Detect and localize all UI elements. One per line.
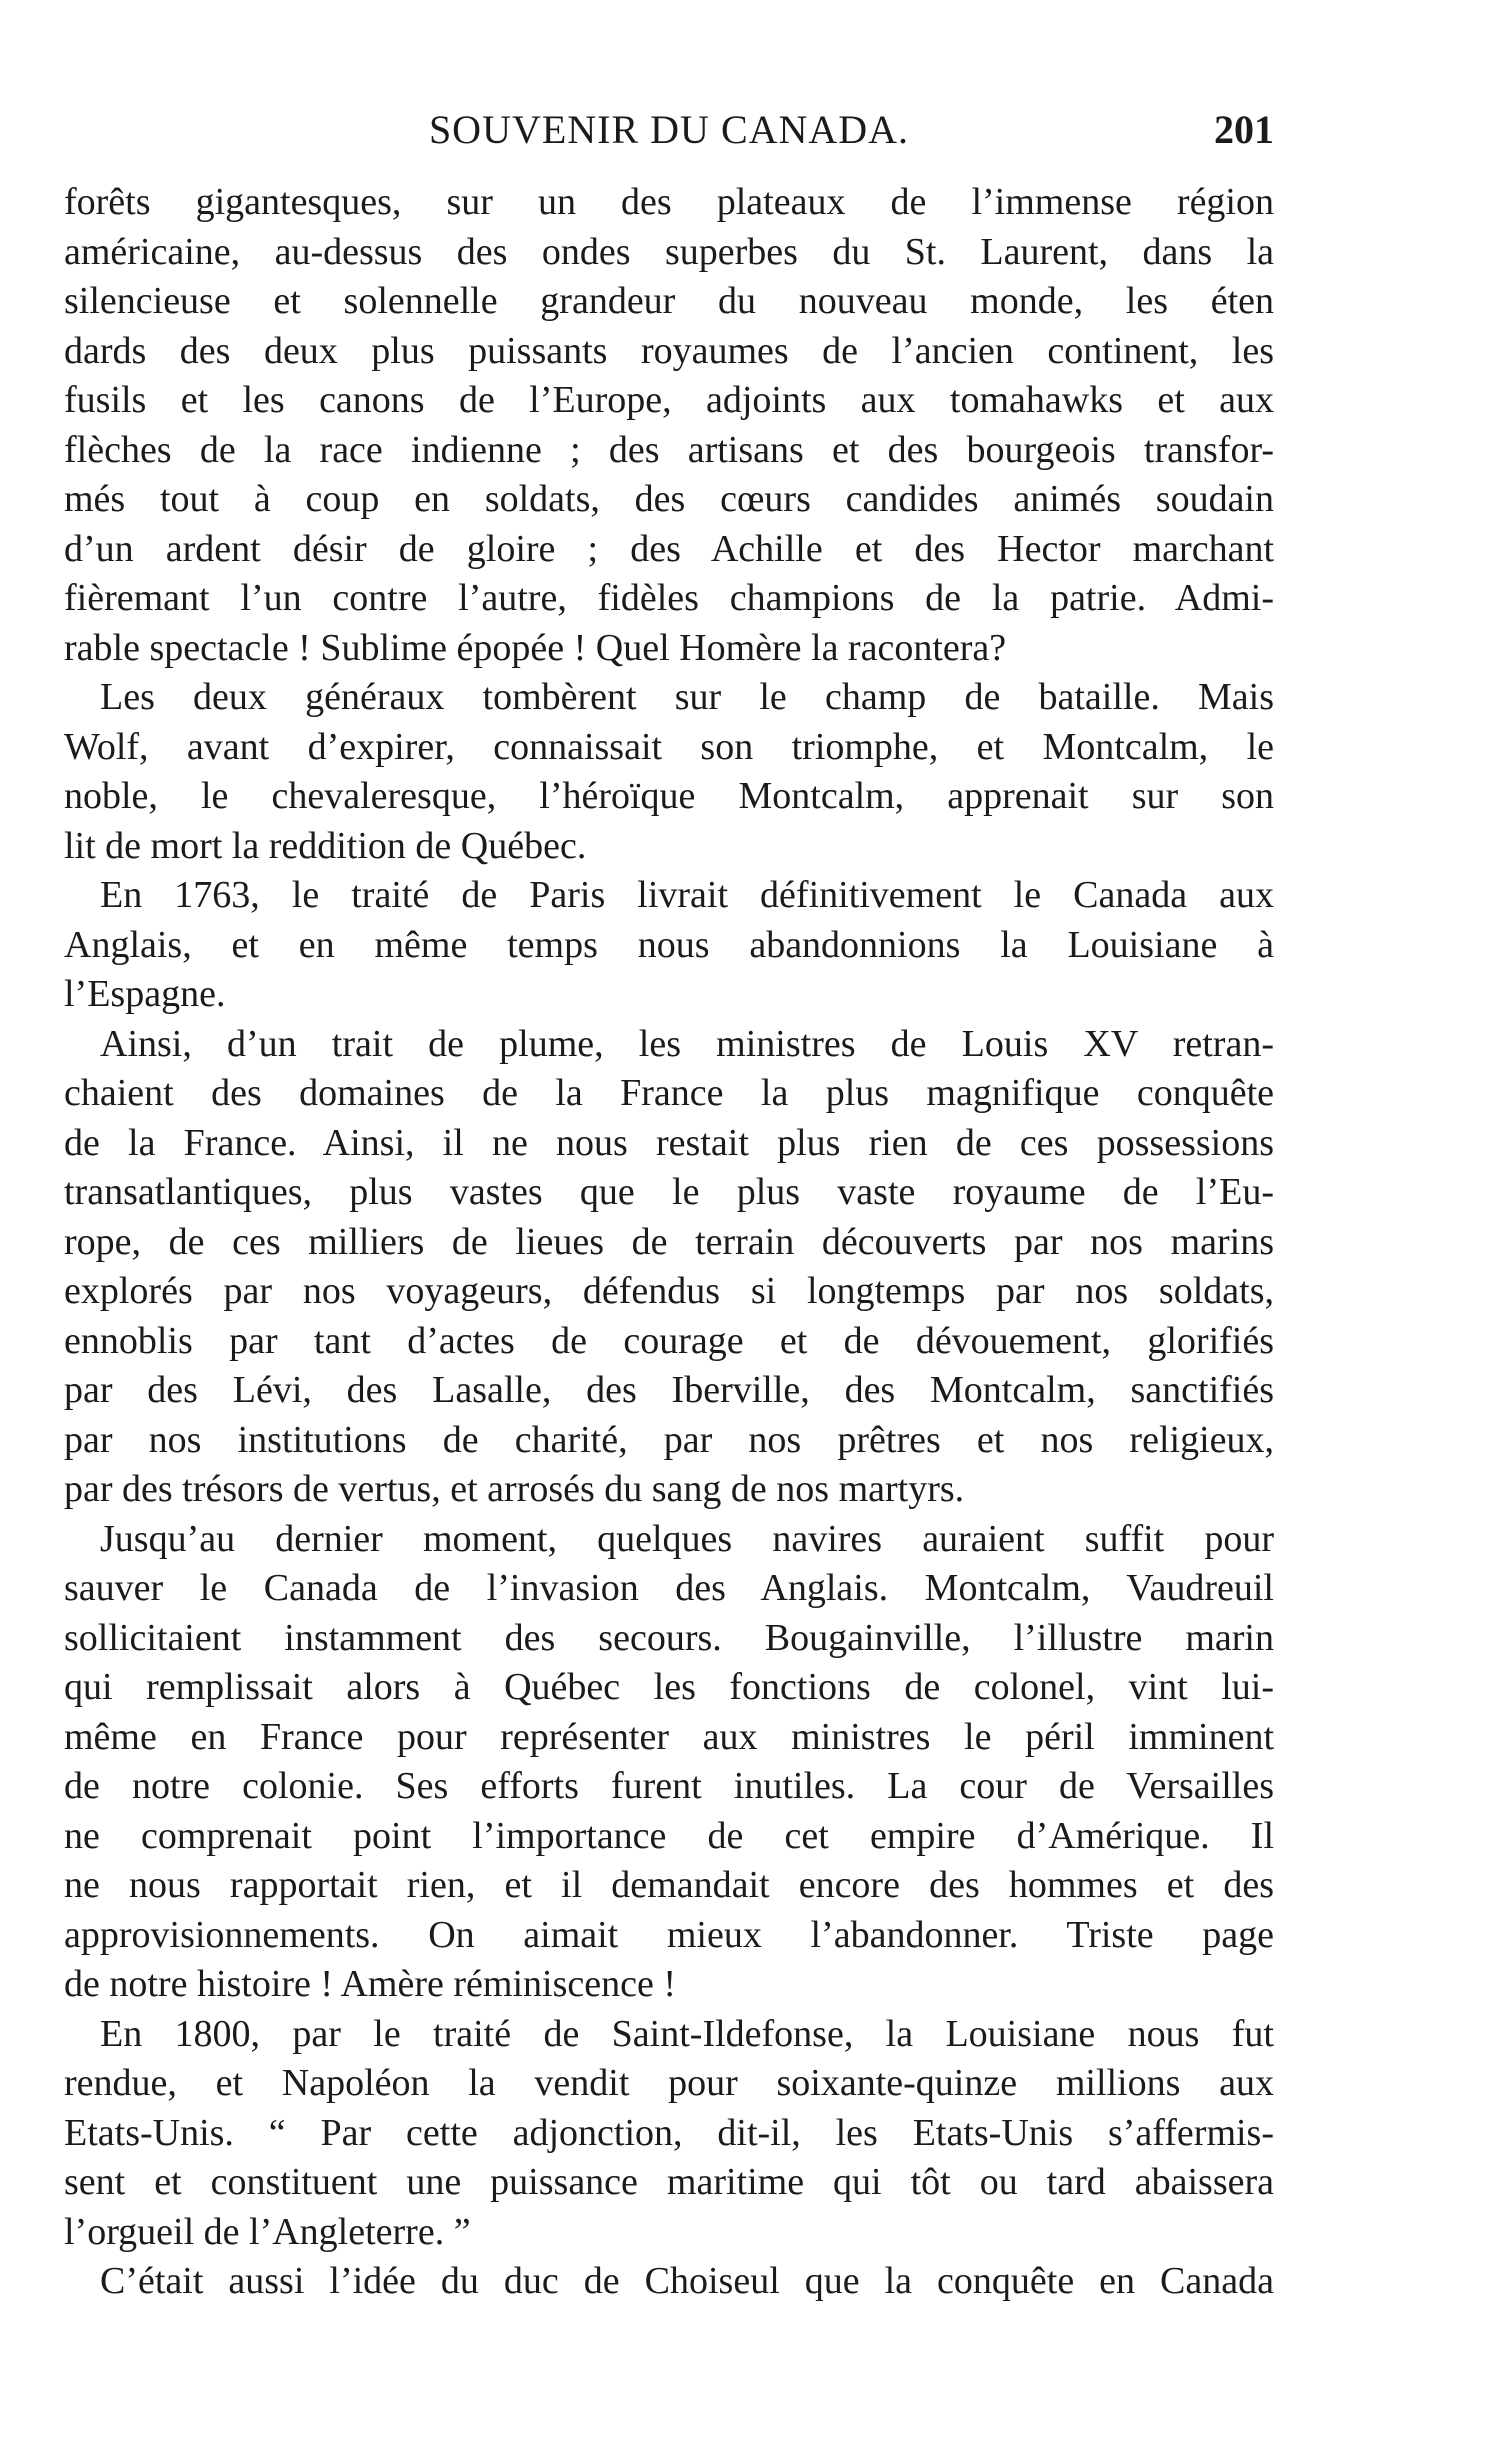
text-line: approvisionnements. On aimait mieux l’abandonner. Triste page (64, 1913, 1274, 1956)
text-line: més tout à coup en soldats, des cœurs candides animés soudain (64, 478, 1274, 520)
text-line: lit de mort la reddition de Québec. (64, 824, 587, 867)
paragraph (64, 871, 1274, 1020)
page-number: 201 (1214, 107, 1274, 152)
text-line: de notre histoire ! Amère réminiscence ! (64, 1963, 676, 2005)
paragraph (64, 673, 1274, 871)
text-line: ne comprenait point l’importance de cet empire d’Amérique. Il (64, 1814, 1274, 1857)
text-line: sollicitaient instamment des secours. Bougainville, l’illustre marin (64, 1616, 1274, 1659)
text-line: En 1763, le traité de Paris livrait définitivement le Canada aux (100, 874, 1274, 916)
body-text (64, 178, 1274, 2307)
paragraph (64, 2257, 1274, 2307)
text-line: Les deux généraux tombèrent sur le champ de bataille. Mais (100, 676, 1274, 718)
text-line: l’Espagne. (64, 973, 226, 1015)
text-line: rable spectacle ! Sublime épopée ! Quel Homère la racontera? (64, 626, 1007, 669)
text-line: d’un ardent désir de gloire ; des Achille et des Hector marchant (64, 527, 1274, 570)
running-title: SOUVENIR DU CANADA. (428, 107, 910, 152)
text-line: fièremant l’un contre l’autre, fidèles champions de la patrie. Admi- (64, 577, 1274, 619)
text-line: Ainsi, d’un trait de plume, les ministres de Louis XV retran- (100, 1022, 1274, 1065)
text-line: de la France. Ainsi, il ne nous restait plus rien de ces possessions (64, 1121, 1274, 1164)
text-line: noble, le chevaleresque, l’héroïque Montcalm, apprenait sur son (64, 775, 1274, 817)
paragraph (64, 1515, 1274, 2010)
text-line: ennoblis par tant d’actes de courage et de dévouement, glorifiés (64, 1319, 1274, 1362)
text-line: Jusqu’au dernier moment, quelques navires auraient suffit pour (100, 1517, 1274, 1560)
text-line: par des trésors de vertus, et arrosés du sang de nos martyrs. (64, 1468, 965, 1510)
text-line: chaient des domaines de la France la plus magnifique conquête (64, 1072, 1274, 1114)
text-line: Wolf, avant d’expirer, connaissait son triomphe, et Montcalm, le (64, 725, 1274, 768)
text-line: de notre colonie. Ses efforts furent inutiles. La cour de Versailles (64, 1765, 1274, 1807)
text-line: qui remplissait alors à Québec les fonctions de colonel, vint lui- (64, 1666, 1274, 1708)
text-line: flèches de la race indienne ; des artisans et des bourgeois transfor- (64, 428, 1274, 471)
text-line: sauver le Canada de l’invasion des Anglais. Montcalm, Vaudreuil (64, 1567, 1274, 1609)
text-line: rendue, et Napoléon la vendit pour soixante-quinze millions aux (64, 2062, 1274, 2104)
text-line: ne nous rapportait rien, et il demandait encore des hommes et des (64, 1864, 1274, 1906)
paragraph (64, 178, 1274, 673)
text-line: silencieuse et solennelle grandeur du nouveau monde, les éten (64, 280, 1274, 322)
text-line: fusils et les canons de l’Europe, adjoints aux tomahawks et aux (64, 379, 1274, 421)
text-line: par nos institutions de charité, par nos prêtres et nos religieux, (64, 1418, 1274, 1461)
text-line: américaine, au-dessus des ondes superbes du St. Laurent, dans la (64, 230, 1274, 273)
text-line: transatlantiques, plus vastes que le plus vaste royaume de l’Eu- (64, 1171, 1274, 1213)
paragraph (64, 2010, 1274, 2258)
text-line: sent et constituent une puissance maritime qui tôt ou tard abaissera (64, 2161, 1274, 2203)
text-line: forêts gigantesques, sur un des plateaux de l’immense région (64, 181, 1274, 223)
text-line: C’était aussi l’idée du duc de Choiseul que la conquête en Canada (100, 2260, 1274, 2302)
text-line: En 1800, par le traité de Saint-Ildefonse, la Louisiane nous fut (100, 2012, 1274, 2055)
text-line: même en France pour représenter aux ministres le péril imminent (64, 1715, 1274, 1758)
text-line: dards des deux plus puissants royaumes de l’ancien continent, les (64, 329, 1274, 372)
paragraph (64, 1020, 1274, 1515)
text-line: l’orgueil de l’Angleterre. ” (64, 2210, 471, 2253)
text-line: Etats-Unis. “ Par cette adjonction, dit-il, les Etats-Unis s’affermis- (64, 2111, 1274, 2154)
text-line: explorés par nos voyageurs, défendus si longtemps par nos soldats, (64, 1270, 1274, 1312)
running-head (64, 100, 1274, 160)
text-line: par des Lévi, des Lasalle, des Iberville, des Montcalm, sanctifiés (64, 1369, 1274, 1411)
text-line: Anglais, et en même temps nous abandonnions la Louisiane à (64, 923, 1274, 966)
text-line: rope, de ces milliers de lieues de terrain découverts par nos marins (64, 1220, 1274, 1263)
